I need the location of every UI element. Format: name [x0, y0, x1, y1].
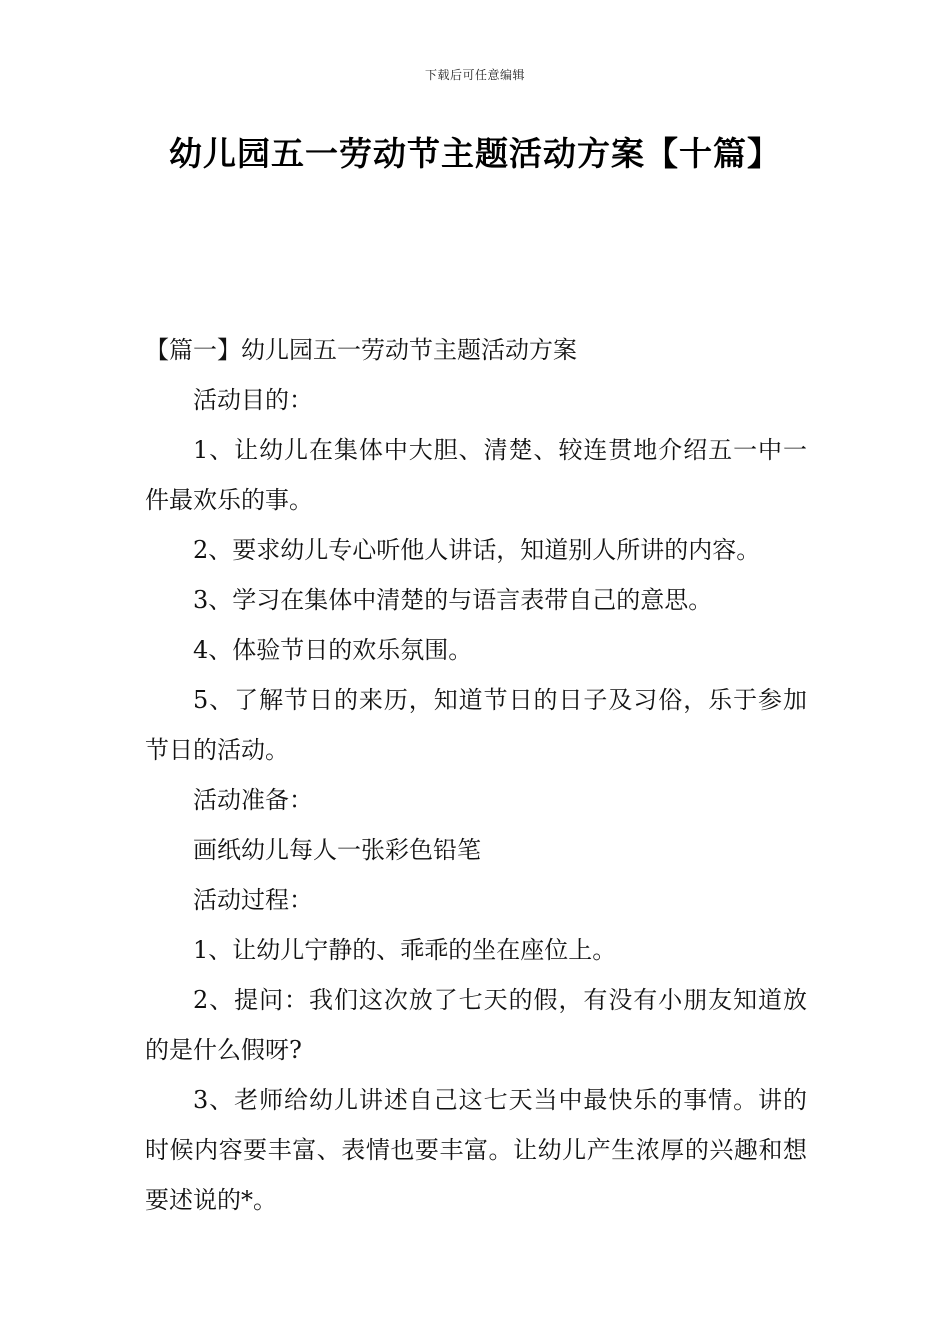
paragraph-goal-5: 5、了解节日的来历，知道节日的日子及习俗，乐于参加节日的活动。	[145, 686, 807, 764]
paragraph-process-2: 2、提问：我们这次放了七天的假，有没有小朋友知道放的是什么假呀?	[145, 986, 807, 1064]
paragraph-goal-4: 4、体验节日的欢乐氛围。	[193, 636, 473, 664]
paragraph-process-label: 活动过程：	[193, 886, 313, 914]
section-heading: 【篇一】幼儿园五一劳动节主题活动方案	[145, 336, 577, 364]
document-title: 幼儿园五一劳动节主题活动方案【十篇】	[169, 134, 781, 173]
paragraph-goal-3: 3、学习在集体中清楚的与语言表带自己的意思。	[193, 586, 713, 614]
document-body	[145, 325, 807, 1225]
paragraph-activity-goals-label: 活动目的：	[193, 386, 313, 414]
paragraph-preparation-label: 活动准备：	[193, 786, 313, 814]
paragraph-goal-2: 2、要求幼儿专心听他人讲话，知道别人所讲的内容。	[193, 536, 761, 564]
paragraph-process-1: 1、让幼儿宁静的、乖乖的坐在座位上。	[193, 936, 617, 964]
paragraph-preparation-materials: 画纸幼儿每人一张彩色铅笔	[193, 836, 481, 864]
paragraph-goal-1: 1、让幼儿在集体中大胆、清楚、较连贯地介绍五一中一件最欢乐的事。	[145, 436, 807, 514]
paragraph-process-3: 3、老师给幼儿讲述自己这七天当中最快乐的事情。讲的时候内容要丰富、表情也要丰富。让幼儿产生浓厚的兴趣和想要述说的*。	[145, 1086, 807, 1214]
header-note: 下载后可任意编辑	[424, 68, 525, 82]
